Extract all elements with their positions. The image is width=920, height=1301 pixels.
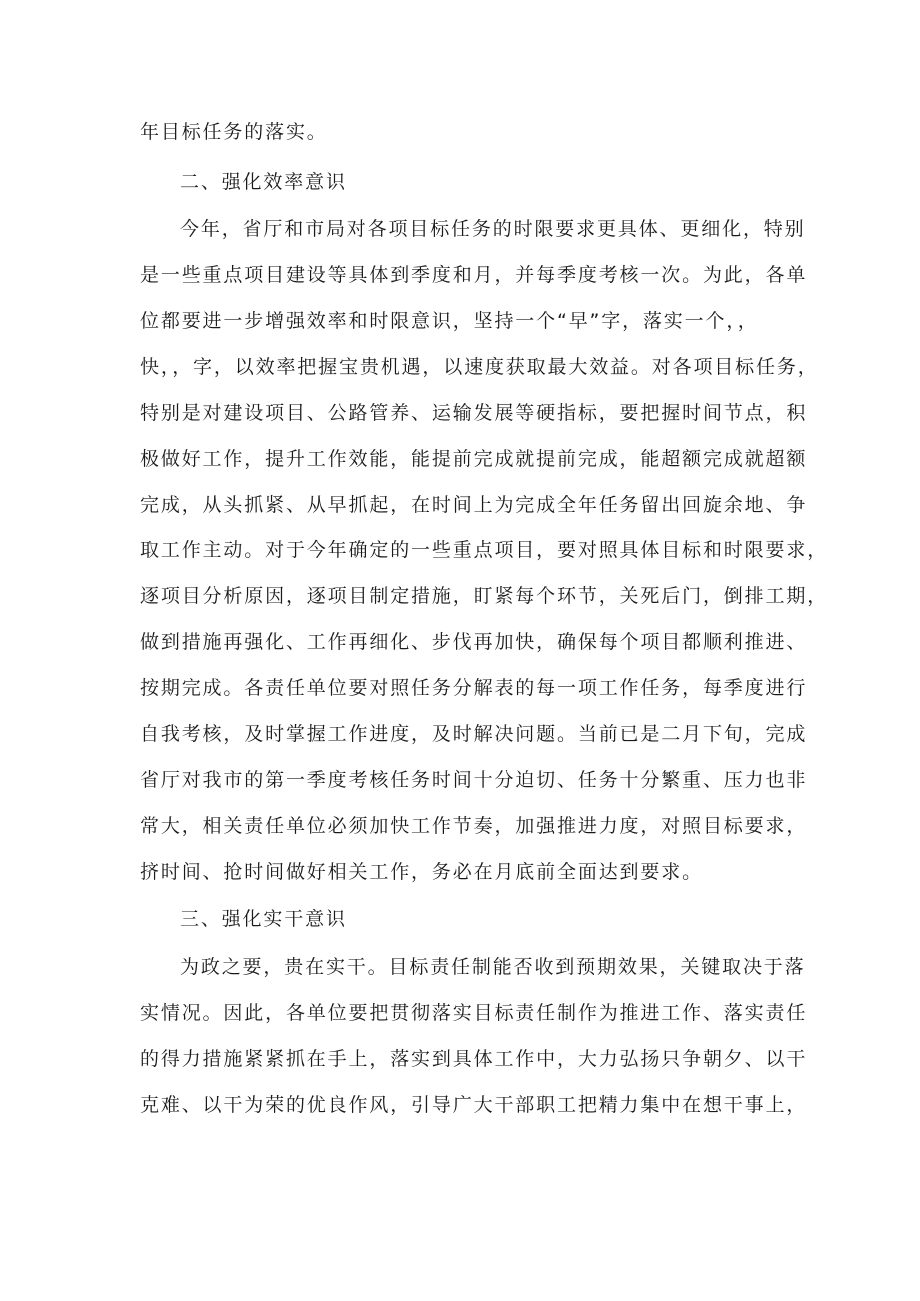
body-text-line: 取工作主动。对于今年确定的一些重点项目，要对照具体目标和时限要求， — [140, 539, 829, 561]
body-text-line: 省厅对我市的第一季度考核任务时间十分迫切、任务十分繁重、压力也非 — [140, 769, 808, 791]
body-text-line: 位都要进一步增强效率和时限意识，坚持一个“早”字，落实一个，， — [140, 310, 759, 332]
body-text-line: 快，，字，以效率把握宝贵机遇，以速度获取最大效益。对各项目标任务， — [140, 356, 819, 378]
body-text-line: 为政之要，贵在实干。目标责任制能否收到预期效果，关键取决于落 — [180, 956, 806, 978]
body-text-line: 的得力措施紧紧抓在手上，落实到具体工作中，大力弘扬只争朝夕、以干 — [140, 1048, 808, 1070]
body-text-line: 完成，从头抓紧、从早抓起，在时间上为完成全年任务留出回旋余地、争 — [140, 494, 808, 516]
body-text-line: 年目标任务的落实。 — [140, 121, 328, 143]
body-text-line: 是一些重点项目建设等具体到季度和月，并每季度考核一次。为此，各单 — [140, 264, 808, 286]
body-text-line: 挤时间、抢时间做好相关工作，务必在月底前全面达到要求。 — [140, 861, 703, 883]
body-text-line: 今年，省厅和市局对各项目标任务的时限要求更具体、更细化，特别 — [180, 218, 806, 240]
body-text-line: 常大，相关责任单位必须加快工作节奏，加强推进力度，对照目标要求， — [140, 815, 808, 837]
body-text-line: 按期完成。各责任单位要对照任务分解表的每一项工作任务，每季度进行 — [140, 677, 808, 699]
body-text-line: 实情况。因此，各单位要把贯彻落实目标责任制作为推进工作、落实责任 — [140, 1002, 808, 1024]
section-heading: 二、强化效率意识 — [180, 171, 347, 193]
body-text-line: 特别是对建设项目、公路管养、运输发展等硬指标，要把握时间节点，积 — [140, 402, 808, 424]
section-heading: 三、强化实干意识 — [180, 908, 347, 930]
body-text-line: 极做好工作，提升工作效能，能提前完成就提前完成，能超额完成就超额 — [140, 448, 808, 470]
body-text-line: 自我考核，及时掌握工作进度，及时解决问题。当前已是二月下旬，完成 — [140, 723, 808, 745]
body-text-line: 克难、以干为荣的优良作风，引导广大干部职工把精力集中在想干事上， — [140, 1094, 808, 1116]
body-text-line: 逐项目分析原因，逐项目制定措施，盯紧每个环节，关死后门，倒排工期， — [140, 585, 829, 607]
body-text-line: 做到措施再强化、工作再细化、步伐再加快，确保每个项目都顺利推进、 — [140, 631, 808, 653]
